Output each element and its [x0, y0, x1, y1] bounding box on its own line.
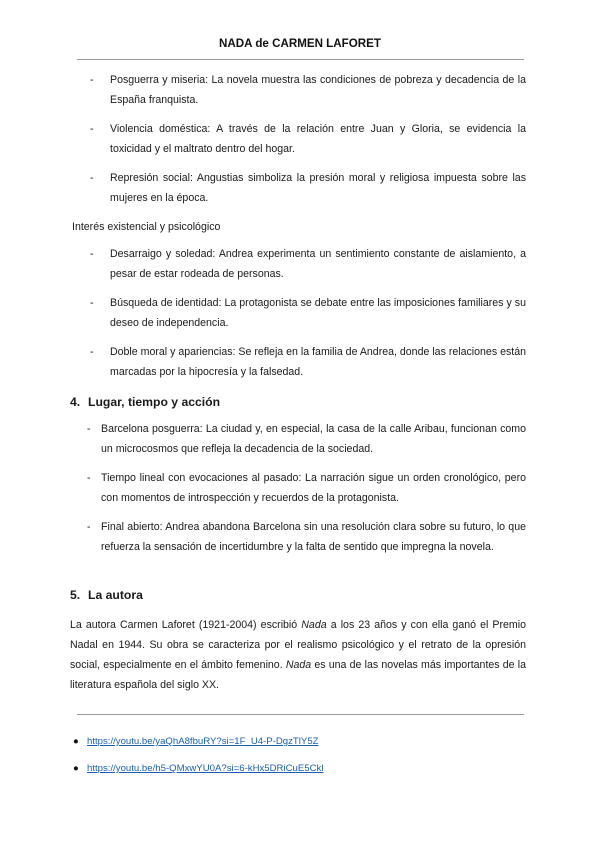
paragraph-text: a los 23 años y con ella ganó el Premio Nadal en 1944. Su obra se caracteriza por el realismo psicológico y el retrato de la opresión social, especialmente en el ámbito femenino. — [70, 619, 526, 671]
section-title: Lugar, tiempo y acción — [88, 395, 221, 409]
footnote-item — [73, 762, 323, 776]
dash-marker: - — [90, 297, 94, 309]
list-item — [90, 71, 526, 110]
list-item — [90, 169, 526, 208]
footnote-link[interactable]: https://youtu.be/h5-QMxwYU0A?si=6-kHx5DRiCuE5Ckl — [87, 763, 324, 774]
bullet-icon: ● — [73, 763, 79, 774]
page-title: NADA de CARMEN LAFORET — [219, 37, 381, 50]
list-item-text: Barcelona posguerra: La ciudad y, en especial, la casa de la calle Aribau, funcionan como un microcosmos que refleja la decadencia de la sociedad. — [101, 423, 526, 455]
dash-marker: - — [87, 472, 91, 484]
book-title: Nada — [285, 659, 312, 671]
list-item — [90, 294, 526, 333]
section-title: La autora — [88, 588, 143, 602]
footnote-link[interactable]: https://youtu.be/yaQhA8fbuRY?si=1F_U4-P-DgzTlY5Z — [87, 736, 319, 747]
list-item-text: Doble moral y apariencias: Se refleja en la familia de Andrea, donde las relaciones están marcadas por la hipocresía y la falsedad. — [110, 346, 526, 378]
list-item-text: Desarraigo y soledad: Andrea experimenta un sentimiento constante de aislamiento, a pesar de estar rodeada de personas. — [110, 248, 526, 280]
list-item-text: Final abierto: Andrea abandona Barcelona sin una resolución clara sobre su futuro, lo que refuerza la sensación de incertidumbre y la falta de sentido que impregna la novela. — [101, 521, 526, 553]
book-title: Nada — [301, 619, 327, 631]
author-paragraph — [70, 615, 526, 695]
list-item — [90, 245, 526, 284]
dash-marker: - — [90, 74, 94, 86]
section-number: 5. — [70, 588, 81, 602]
subheading: Interés existencial y psicológico — [72, 221, 221, 233]
section-heading-5 — [70, 586, 143, 604]
dash-marker: - — [90, 248, 94, 260]
dash-marker: - — [90, 346, 94, 358]
list-item-text: Tiempo lineal con evocaciones al pasado: La narración sigue un orden cronológico, pero con momentos de introspección y recuerdos de la protagonista. — [101, 472, 526, 504]
footnote-item — [73, 735, 319, 749]
paragraph-text: La autora Carmen Laforet (1921-2004) escribió — [70, 619, 302, 631]
list-item-text: Posguerra y miseria: La novela muestra las condiciones de pobreza y decadencia de la España franquista. — [110, 74, 526, 106]
section-number: 4. — [70, 395, 81, 409]
list-item-text: Búsqueda de identidad: La protagonista se debate entre las imposiciones familiares y su deseo de independencia. — [110, 297, 526, 329]
list-item — [87, 469, 526, 508]
list-item — [87, 420, 526, 459]
dash-marker: - — [87, 521, 91, 533]
footnote-divider — [77, 714, 524, 715]
paragraph-text: es una de las novelas más importantes de la literatura española del siglo XX. — [70, 659, 526, 691]
list-item — [90, 343, 526, 382]
list-item — [87, 518, 526, 557]
header-divider — [77, 59, 524, 60]
section-heading-4 — [70, 393, 220, 411]
dash-marker: - — [90, 123, 94, 135]
list-item-text: Violencia doméstica: A través de la relación entre Juan y Gloria, se evidencia la toxicidad y el maltrato dentro del hogar. — [110, 123, 526, 155]
list-item-text: Represión social: Angustias simboliza la presión moral y religiosa impuesta sobre las mujeres en la época. — [110, 172, 526, 204]
bullet-icon: ● — [73, 736, 79, 747]
dash-marker: - — [87, 423, 91, 435]
dash-marker: - — [90, 172, 94, 184]
list-item — [90, 120, 526, 159]
